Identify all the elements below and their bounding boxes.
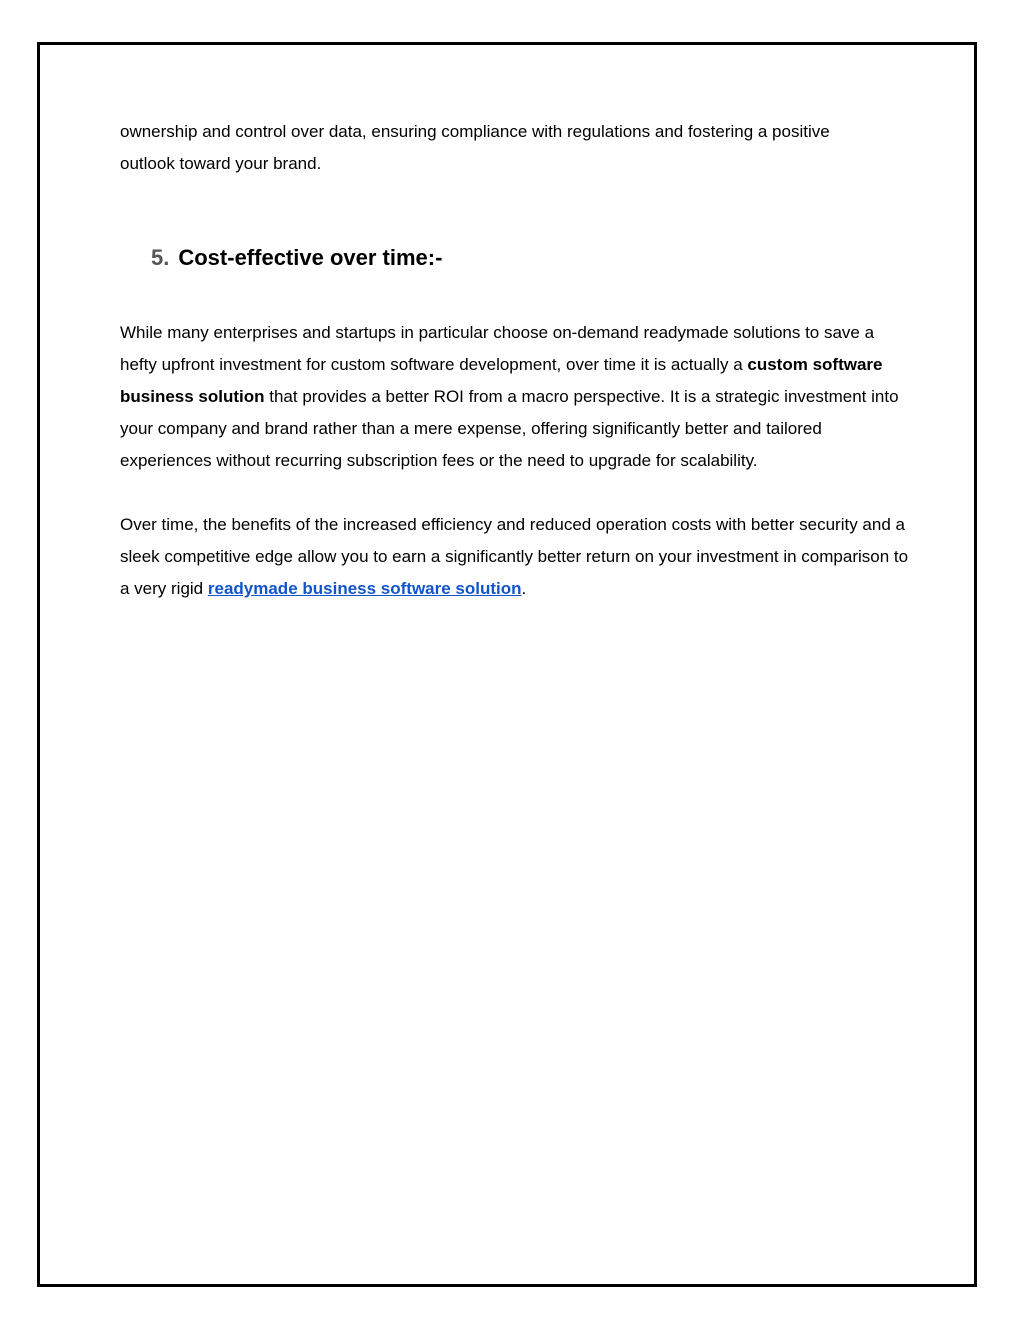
readymade-solution-link[interactable]: readymade business software solution bbox=[207, 579, 522, 598]
paragraph-roi bbox=[120, 317, 910, 477]
paragraph-roi-text-before: While many enterprises and startups in particular choose on-demand readymade solutions to save a hefty upfront investment for custom software development, over time it is actually a bbox=[120, 323, 875, 374]
paragraph-benefits-text-after: . bbox=[521, 579, 527, 598]
intro-line-1: ownership and control over data, ensuring compliance with regulations and fostering a positive bbox=[120, 122, 830, 141]
intro-line-2: outlook toward your brand. bbox=[120, 154, 322, 173]
paragraph-roi-text-after: that provides a better ROI from a macro perspective. It is a strategic investment into your company and brand rather than a mere expense, offering significantly better and tailored experiences without recurring subscription fees or the need to upgrade for scalability. bbox=[120, 387, 899, 470]
paragraph-benefits-text-before: Over time, the benefits of the increased efficiency and reduced operation costs with better security and a sleek competitive edge allow you to earn a significantly better return on your investment in comparison to a very rigid bbox=[120, 515, 909, 598]
document-content bbox=[120, 116, 910, 605]
paragraph-roi-bold-phrase: custom software business solution bbox=[120, 355, 883, 406]
section-title: Cost-effective over time:- bbox=[178, 245, 443, 270]
section-heading bbox=[151, 242, 910, 274]
intro-paragraph bbox=[120, 116, 910, 180]
section-number: 5. bbox=[151, 245, 170, 270]
paragraph-benefits bbox=[120, 509, 910, 605]
